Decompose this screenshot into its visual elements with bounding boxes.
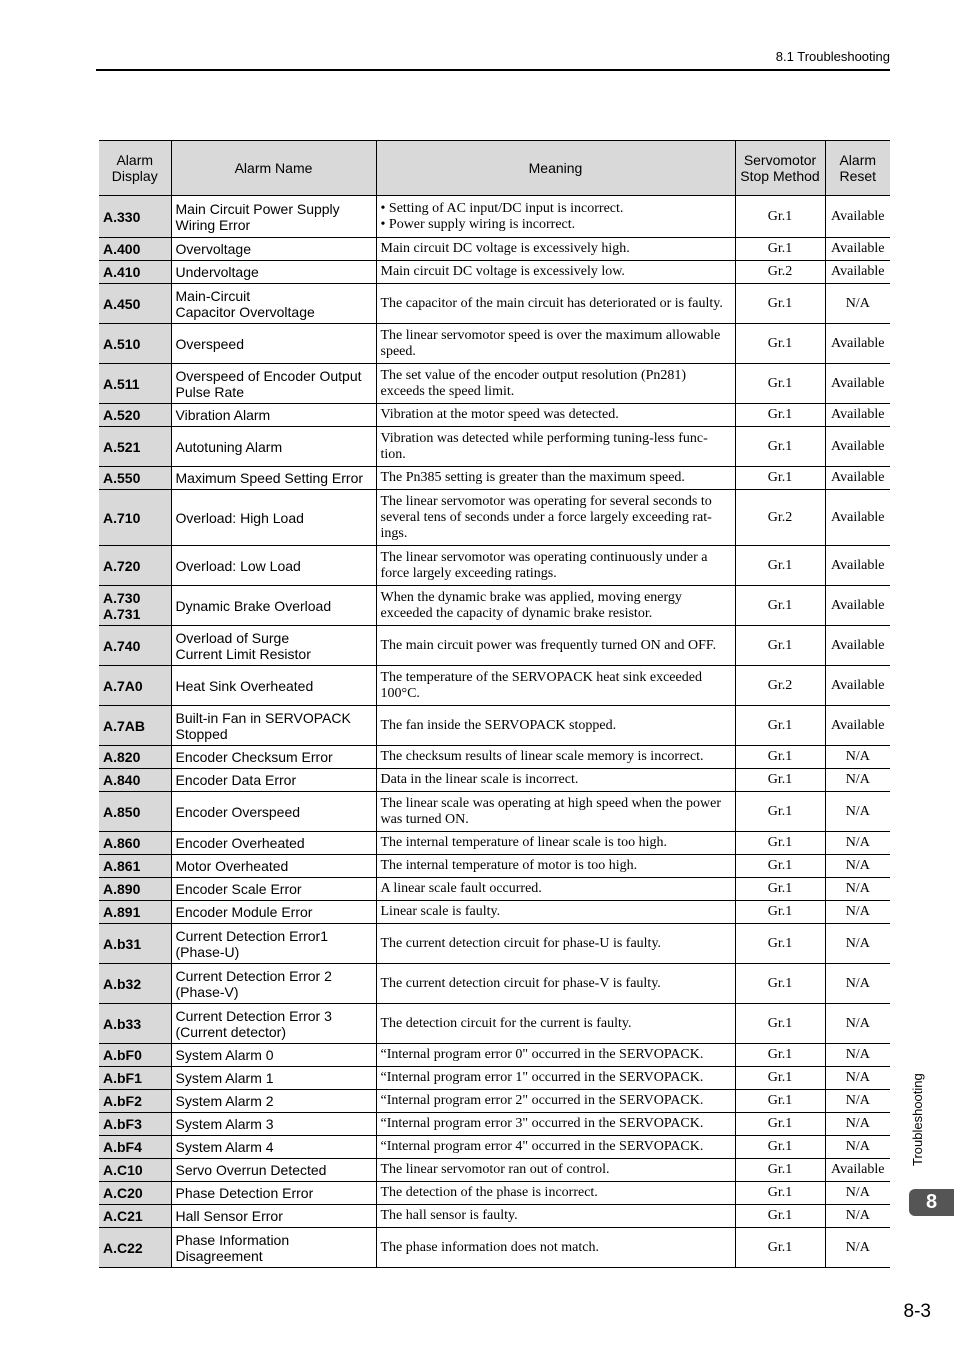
alarm-code: A.C10 xyxy=(99,1159,171,1182)
alarm-meaning: “Internal program error 2" occurred in the SERVOPACK. xyxy=(376,1090,735,1113)
alarm-reset: Available xyxy=(825,490,890,546)
table-row xyxy=(99,196,890,238)
alarm-meaning: The temperature of the SERVOPACK heat sink exceeded 100°C. xyxy=(376,666,735,706)
alarm-reset: Available xyxy=(825,238,890,261)
alarm-code: A.720 xyxy=(99,546,171,586)
alarm-meaning: Vibration was detected while performing tuning-less func-tion. xyxy=(376,427,735,467)
table-header-row xyxy=(99,141,890,196)
stop-method: Gr.1 xyxy=(735,924,825,964)
alarm-meaning: The detection of the phase is incorrect. xyxy=(376,1182,735,1205)
side-tab-label: Troubleshooting xyxy=(910,1073,925,1166)
table-row xyxy=(99,1004,890,1044)
table-row xyxy=(99,964,890,1004)
stop-method: Gr.1 xyxy=(735,901,825,924)
table-row xyxy=(99,1113,890,1136)
table-row xyxy=(99,1159,890,1182)
table-row xyxy=(99,364,890,404)
alarm-reset: Available xyxy=(825,706,890,746)
table-row xyxy=(99,546,890,586)
alarm-reset: N/A xyxy=(825,1205,890,1228)
alarm-meaning: The current detection circuit for phase-U is faulty. xyxy=(376,924,735,964)
alarm-name: Phase Information Disagreement xyxy=(171,1228,376,1268)
stop-method: Gr.1 xyxy=(735,467,825,490)
table-row xyxy=(99,924,890,964)
chapter-tab: 8 xyxy=(909,1189,954,1216)
table-row xyxy=(99,284,890,324)
alarm-name: Motor Overheated xyxy=(171,855,376,878)
alarm-meaning: The linear servomotor speed is over the maximum allowable speed. xyxy=(376,324,735,364)
stop-method: Gr.1 xyxy=(735,1090,825,1113)
col-alarm-reset: Alarm Reset xyxy=(825,141,890,196)
stop-method: Gr.1 xyxy=(735,964,825,1004)
table-row xyxy=(99,467,890,490)
alarm-reset: N/A xyxy=(825,1136,890,1159)
alarm-name: Encoder Checksum Error xyxy=(171,746,376,769)
alarm-name: Overvoltage xyxy=(171,238,376,261)
alarm-meaning: The fan inside the SERVOPACK stopped. xyxy=(376,706,735,746)
alarm-reset: N/A xyxy=(825,1004,890,1044)
alarm-code: A.410 xyxy=(99,261,171,284)
alarm-code: A.710 xyxy=(99,490,171,546)
alarm-name: Current Detection Error1 (Phase-U) xyxy=(171,924,376,964)
stop-method: Gr.1 xyxy=(735,404,825,427)
alarm-reset: N/A xyxy=(825,832,890,855)
table-row xyxy=(99,238,890,261)
table-row xyxy=(99,1090,890,1113)
stop-method: Gr.1 xyxy=(735,855,825,878)
alarm-meaning: The linear scale was operating at high speed when the power was turned ON. xyxy=(376,792,735,832)
alarm-table xyxy=(99,140,890,1268)
alarm-reset: Available xyxy=(825,261,890,284)
table-row xyxy=(99,792,890,832)
alarm-meaning: The hall sensor is faulty. xyxy=(376,1205,735,1228)
stop-method: Gr.1 xyxy=(735,832,825,855)
stop-method: Gr.2 xyxy=(735,490,825,546)
alarm-reset: N/A xyxy=(825,924,890,964)
meaning-bullet: • Setting of AC input/DC input is incorrect. xyxy=(381,201,731,217)
table-row xyxy=(99,1228,890,1268)
alarm-name: Overload: High Load xyxy=(171,490,376,546)
alarm-code: A.520 xyxy=(99,404,171,427)
alarm-code: A.C22 xyxy=(99,1228,171,1268)
alarm-code: A.511 xyxy=(99,364,171,404)
alarm-meaning: The linear servomotor ran out of control. xyxy=(376,1159,735,1182)
alarm-code: A.820 xyxy=(99,746,171,769)
alarm-meaning: “Internal program error 4" occurred in the SERVOPACK. xyxy=(376,1136,735,1159)
stop-method: Gr.1 xyxy=(735,586,825,626)
alarm-name: Current Detection Error 3 (Current detector) xyxy=(171,1004,376,1044)
table-row xyxy=(99,1044,890,1067)
alarm-name: Dynamic Brake Overload xyxy=(171,586,376,626)
col-alarm-display: Alarm Display xyxy=(99,141,171,196)
table-row xyxy=(99,586,890,626)
alarm-meaning: Main circuit DC voltage is excessively low. xyxy=(376,261,735,284)
alarm-meaning: When the dynamic brake was applied, moving energy exceeded the capacity of dynamic brake resistor. xyxy=(376,586,735,626)
alarm-code: A.400 xyxy=(99,238,171,261)
alarm-reset: Available xyxy=(825,196,890,238)
alarm-meaning: Main circuit DC voltage is excessively high. xyxy=(376,238,735,261)
alarm-reset: N/A xyxy=(825,1182,890,1205)
stop-method: Gr.1 xyxy=(735,746,825,769)
alarm-meaning: “Internal program error 3" occurred in the SERVOPACK. xyxy=(376,1113,735,1136)
alarm-code: A.bF0 xyxy=(99,1044,171,1067)
alarm-code: A.550 xyxy=(99,467,171,490)
alarm-code: A.510 xyxy=(99,324,171,364)
alarm-meaning: The linear servomotor was operating continuously under a force largely exceeding ratings. xyxy=(376,546,735,586)
alarm-reset: N/A xyxy=(825,769,890,792)
alarm-code: A.861 xyxy=(99,855,171,878)
alarm-reset: Available xyxy=(825,666,890,706)
alarm-reset: N/A xyxy=(825,1090,890,1113)
table-row xyxy=(99,832,890,855)
alarm-code: A.840 xyxy=(99,769,171,792)
alarm-reset: Available xyxy=(825,364,890,404)
alarm-name: System Alarm 2 xyxy=(171,1090,376,1113)
alarm-meaning: The Pn385 setting is greater than the maximum speed. xyxy=(376,467,735,490)
alarm-code: A.730 A.731 xyxy=(99,586,171,626)
alarm-name: System Alarm 4 xyxy=(171,1136,376,1159)
col-stop-method: Servomotor Stop Method xyxy=(735,141,825,196)
alarm-name: Vibration Alarm xyxy=(171,404,376,427)
stop-method: Gr.1 xyxy=(735,364,825,404)
alarm-meaning: A linear scale fault occurred. xyxy=(376,878,735,901)
alarm-meaning: “Internal program error 0" occurred in the SERVOPACK. xyxy=(376,1044,735,1067)
table-row xyxy=(99,404,890,427)
table-row xyxy=(99,1205,890,1228)
alarm-name: System Alarm 0 xyxy=(171,1044,376,1067)
alarm-code: A.450 xyxy=(99,284,171,324)
alarm-code: A.bF2 xyxy=(99,1090,171,1113)
stop-method: Gr.1 xyxy=(735,626,825,666)
stop-method: Gr.1 xyxy=(735,238,825,261)
table-row xyxy=(99,746,890,769)
table-row xyxy=(99,878,890,901)
alarm-meaning: The phase information does not match. xyxy=(376,1228,735,1268)
stop-method: Gr.1 xyxy=(735,196,825,238)
alarm-reset: Available xyxy=(825,586,890,626)
alarm-name: Maximum Speed Setting Error xyxy=(171,467,376,490)
stop-method: Gr.2 xyxy=(735,261,825,284)
alarm-name: System Alarm 1 xyxy=(171,1067,376,1090)
alarm-meaning: The internal temperature of motor is too high. xyxy=(376,855,735,878)
table-row xyxy=(99,901,890,924)
alarm-name: Undervoltage xyxy=(171,261,376,284)
stop-method: Gr.1 xyxy=(735,427,825,467)
alarm-name: Hall Sensor Error xyxy=(171,1205,376,1228)
alarm-name: Main-Circuit Capacitor Overvoltage xyxy=(171,284,376,324)
alarm-name: Current Detection Error 2 (Phase-V) xyxy=(171,964,376,1004)
alarm-meaning: The detection circuit for the current is faulty. xyxy=(376,1004,735,1044)
alarm-name: System Alarm 3 xyxy=(171,1113,376,1136)
alarm-meaning: The linear servomotor was operating for several seconds to several tens of seconds under a force largely exceeding rat-ings. xyxy=(376,490,735,546)
alarm-code: A.C20 xyxy=(99,1182,171,1205)
alarm-meaning: The set value of the encoder output resolution (Pn281) exceeds the speed limit. xyxy=(376,364,735,404)
alarm-name: Encoder Data Error xyxy=(171,769,376,792)
page-number: 8-3 xyxy=(903,1301,931,1322)
alarm-reset: Available xyxy=(825,467,890,490)
alarm-code: A.891 xyxy=(99,901,171,924)
stop-method: Gr.1 xyxy=(735,1044,825,1067)
table-row xyxy=(99,490,890,546)
alarm-code: A.740 xyxy=(99,626,171,666)
stop-method: Gr.1 xyxy=(735,1067,825,1090)
stop-method: Gr.1 xyxy=(735,546,825,586)
alarm-meaning: The capacitor of the main circuit has deteriorated or is faulty. xyxy=(376,284,735,324)
stop-method: Gr.1 xyxy=(735,284,825,324)
alarm-reset: N/A xyxy=(825,901,890,924)
alarm-meaning: The checksum results of linear scale memory is incorrect. xyxy=(376,746,735,769)
alarm-reset: N/A xyxy=(825,964,890,1004)
stop-method: Gr.1 xyxy=(735,1228,825,1268)
alarm-code: A.521 xyxy=(99,427,171,467)
alarm-meaning: Data in the linear scale is incorrect. xyxy=(376,769,735,792)
alarm-name: Phase Detection Error xyxy=(171,1182,376,1205)
alarm-name: Overload of Surge Current Limit Resistor xyxy=(171,626,376,666)
alarm-meaning: The main circuit power was frequently turned ON and OFF. xyxy=(376,626,735,666)
stop-method: Gr.1 xyxy=(735,706,825,746)
alarm-name: Autotuning Alarm xyxy=(171,427,376,467)
alarm-reset: N/A xyxy=(825,1044,890,1067)
stop-method: Gr.1 xyxy=(735,324,825,364)
alarm-name: Servo Overrun Detected xyxy=(171,1159,376,1182)
alarm-reset: N/A xyxy=(825,746,890,769)
col-alarm-name: Alarm Name xyxy=(171,141,376,196)
table-row xyxy=(99,769,890,792)
stop-method: Gr.1 xyxy=(735,769,825,792)
alarm-reset: N/A xyxy=(825,284,890,324)
alarm-meaning xyxy=(376,196,735,238)
alarm-name: Main Circuit Power Supply Wiring Error xyxy=(171,196,376,238)
table-row xyxy=(99,666,890,706)
alarm-name: Built-in Fan in SERVOPACK Stopped xyxy=(171,706,376,746)
alarm-meaning: The internal temperature of linear scale is too high. xyxy=(376,832,735,855)
alarm-meaning: Linear scale is faulty. xyxy=(376,901,735,924)
stop-method: Gr.1 xyxy=(735,1205,825,1228)
table-row xyxy=(99,1067,890,1090)
alarm-code: A.860 xyxy=(99,832,171,855)
stop-method: Gr.1 xyxy=(735,1004,825,1044)
col-meaning: Meaning xyxy=(376,141,735,196)
alarm-code: A.bF1 xyxy=(99,1067,171,1090)
alarm-code: A.b33 xyxy=(99,1004,171,1044)
alarm-name: Encoder Overspeed xyxy=(171,792,376,832)
alarm-code: A.7A0 xyxy=(99,666,171,706)
table-row xyxy=(99,261,890,284)
alarm-reset: Available xyxy=(825,626,890,666)
stop-method: Gr.1 xyxy=(735,878,825,901)
stop-method: Gr.2 xyxy=(735,666,825,706)
alarm-meaning: Vibration at the motor speed was detected. xyxy=(376,404,735,427)
table-row xyxy=(99,427,890,467)
alarm-code: A.b32 xyxy=(99,964,171,1004)
alarm-reset: N/A xyxy=(825,1228,890,1268)
alarm-code: A.bF4 xyxy=(99,1136,171,1159)
alarm-code: A.890 xyxy=(99,878,171,901)
stop-method: Gr.1 xyxy=(735,792,825,832)
alarm-meaning: “Internal program error 1" occurred in the SERVOPACK. xyxy=(376,1067,735,1090)
alarm-reset: Available xyxy=(825,1159,890,1182)
table-row xyxy=(99,324,890,364)
alarm-name: Overload: Low Load xyxy=(171,546,376,586)
alarm-code: A.b31 xyxy=(99,924,171,964)
alarm-name: Overspeed xyxy=(171,324,376,364)
table-row xyxy=(99,706,890,746)
alarm-reset: Available xyxy=(825,324,890,364)
alarm-reset: Available xyxy=(825,427,890,467)
stop-method: Gr.1 xyxy=(735,1113,825,1136)
alarm-reset: N/A xyxy=(825,878,890,901)
alarm-reset: N/A xyxy=(825,1067,890,1090)
stop-method: Gr.1 xyxy=(735,1159,825,1182)
alarm-code: A.850 xyxy=(99,792,171,832)
alarm-name: Encoder Module Error xyxy=(171,901,376,924)
table-row xyxy=(99,1136,890,1159)
meaning-bullet: • Power supply wiring is incorrect. xyxy=(381,217,731,233)
table-row xyxy=(99,1182,890,1205)
stop-method: Gr.1 xyxy=(735,1182,825,1205)
table-row xyxy=(99,855,890,878)
alarm-code: A.C21 xyxy=(99,1205,171,1228)
alarm-reset: N/A xyxy=(825,792,890,832)
alarm-reset: N/A xyxy=(825,1113,890,1136)
header-rule xyxy=(96,69,890,71)
table-row xyxy=(99,626,890,666)
alarm-reset: Available xyxy=(825,404,890,427)
alarm-name: Overspeed of Encoder Output Pulse Rate xyxy=(171,364,376,404)
alarm-code: A.330 xyxy=(99,196,171,238)
alarm-name: Encoder Overheated xyxy=(171,832,376,855)
alarm-name: Heat Sink Overheated xyxy=(171,666,376,706)
stop-method: Gr.1 xyxy=(735,1136,825,1159)
alarm-code: A.7AB xyxy=(99,706,171,746)
alarm-name: Encoder Scale Error xyxy=(171,878,376,901)
alarm-reset: Available xyxy=(825,546,890,586)
section-header: 8.1 Troubleshooting xyxy=(775,49,890,64)
alarm-meaning: The current detection circuit for phase-V is faulty. xyxy=(376,964,735,1004)
alarm-code: A.bF3 xyxy=(99,1113,171,1136)
alarm-reset: N/A xyxy=(825,855,890,878)
